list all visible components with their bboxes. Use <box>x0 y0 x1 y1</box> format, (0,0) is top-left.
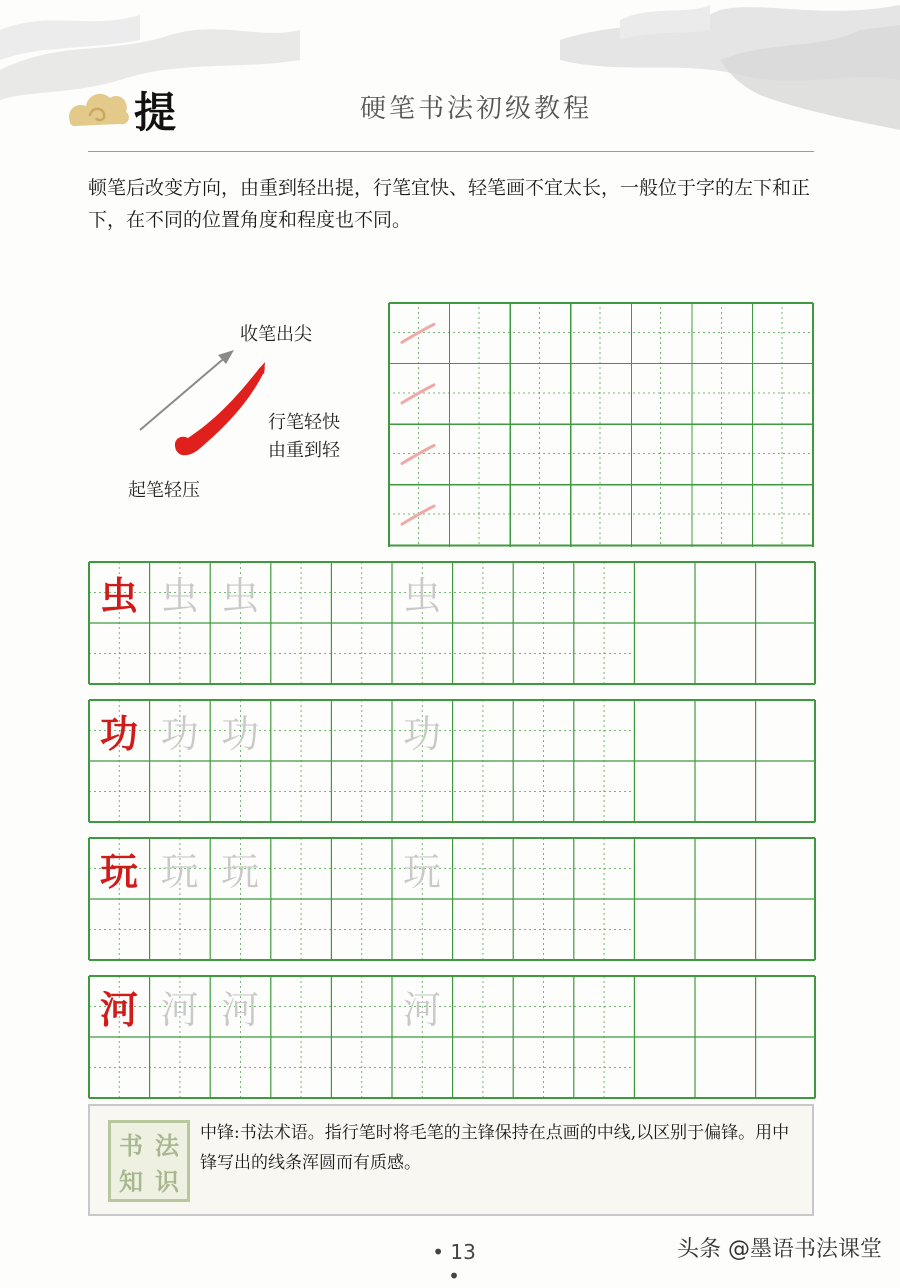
motion-label-2: 由重到轻 <box>268 440 340 461</box>
character-practice-block[interactable] <box>88 837 816 961</box>
source-watermark: 头条 @墨语书法课堂 <box>677 1237 882 1262</box>
start-stroke-label: 起笔轻压 <box>128 480 200 501</box>
knowledge-text: 中锋:书法术语。指行笔时将毛笔的主锋保持在点画的中线,以区别于偏锋。用中锋写出的线条浑圆而有质感。 <box>200 1123 790 1173</box>
model-character: 河 <box>99 986 138 1032</box>
trace-character: 玩 <box>402 849 441 894</box>
trace-character: 功 <box>160 711 199 756</box>
trace-character: 玩 <box>160 849 199 894</box>
seal-char: 书 <box>119 1130 143 1160</box>
calligraphy-knowledge-box <box>88 1104 814 1216</box>
seal-char: 识 <box>155 1166 179 1196</box>
model-character: 虫 <box>99 572 138 618</box>
motion-label-1: 行笔轻快 <box>268 412 340 433</box>
character-practice-block[interactable] <box>88 975 816 1099</box>
end-stroke-label: 收笔出尖 <box>240 324 312 345</box>
seal-char: 知 <box>119 1166 143 1196</box>
trace-character: 虫 <box>221 573 260 618</box>
knowledge-seal-icon <box>108 1120 190 1202</box>
character-practice-block[interactable] <box>88 699 816 823</box>
stroke-practice-grid[interactable] <box>388 302 814 548</box>
intro-paragraph: 顿笔后改变方向，由重到轻出提，行笔宜快、轻笔画不宜太长，一般位于字的左下和正下，在不同的位置角度和程度也不同。 <box>88 177 811 231</box>
book-title: 硬笔书法初级教程 <box>360 94 593 124</box>
stroke-diagram <box>118 300 388 520</box>
trace-character: 虫 <box>402 573 441 618</box>
page-number: • 13 • <box>432 1240 476 1288</box>
auspicious-cloud-icon <box>66 82 132 130</box>
trace-character: 玩 <box>221 849 260 894</box>
seal-char: 法 <box>155 1130 179 1160</box>
character-practice-block[interactable] <box>88 561 816 685</box>
trace-character: 功 <box>402 711 441 756</box>
trace-character: 虫 <box>160 573 199 618</box>
model-character: 功 <box>99 710 138 756</box>
trace-character: 河 <box>221 987 260 1032</box>
trace-character: 功 <box>221 711 260 756</box>
trace-character: 河 <box>160 987 199 1032</box>
stroke-title: 提 <box>134 88 177 137</box>
model-character: 玩 <box>99 848 138 894</box>
header-divider <box>88 151 814 152</box>
trace-character: 河 <box>402 987 441 1032</box>
